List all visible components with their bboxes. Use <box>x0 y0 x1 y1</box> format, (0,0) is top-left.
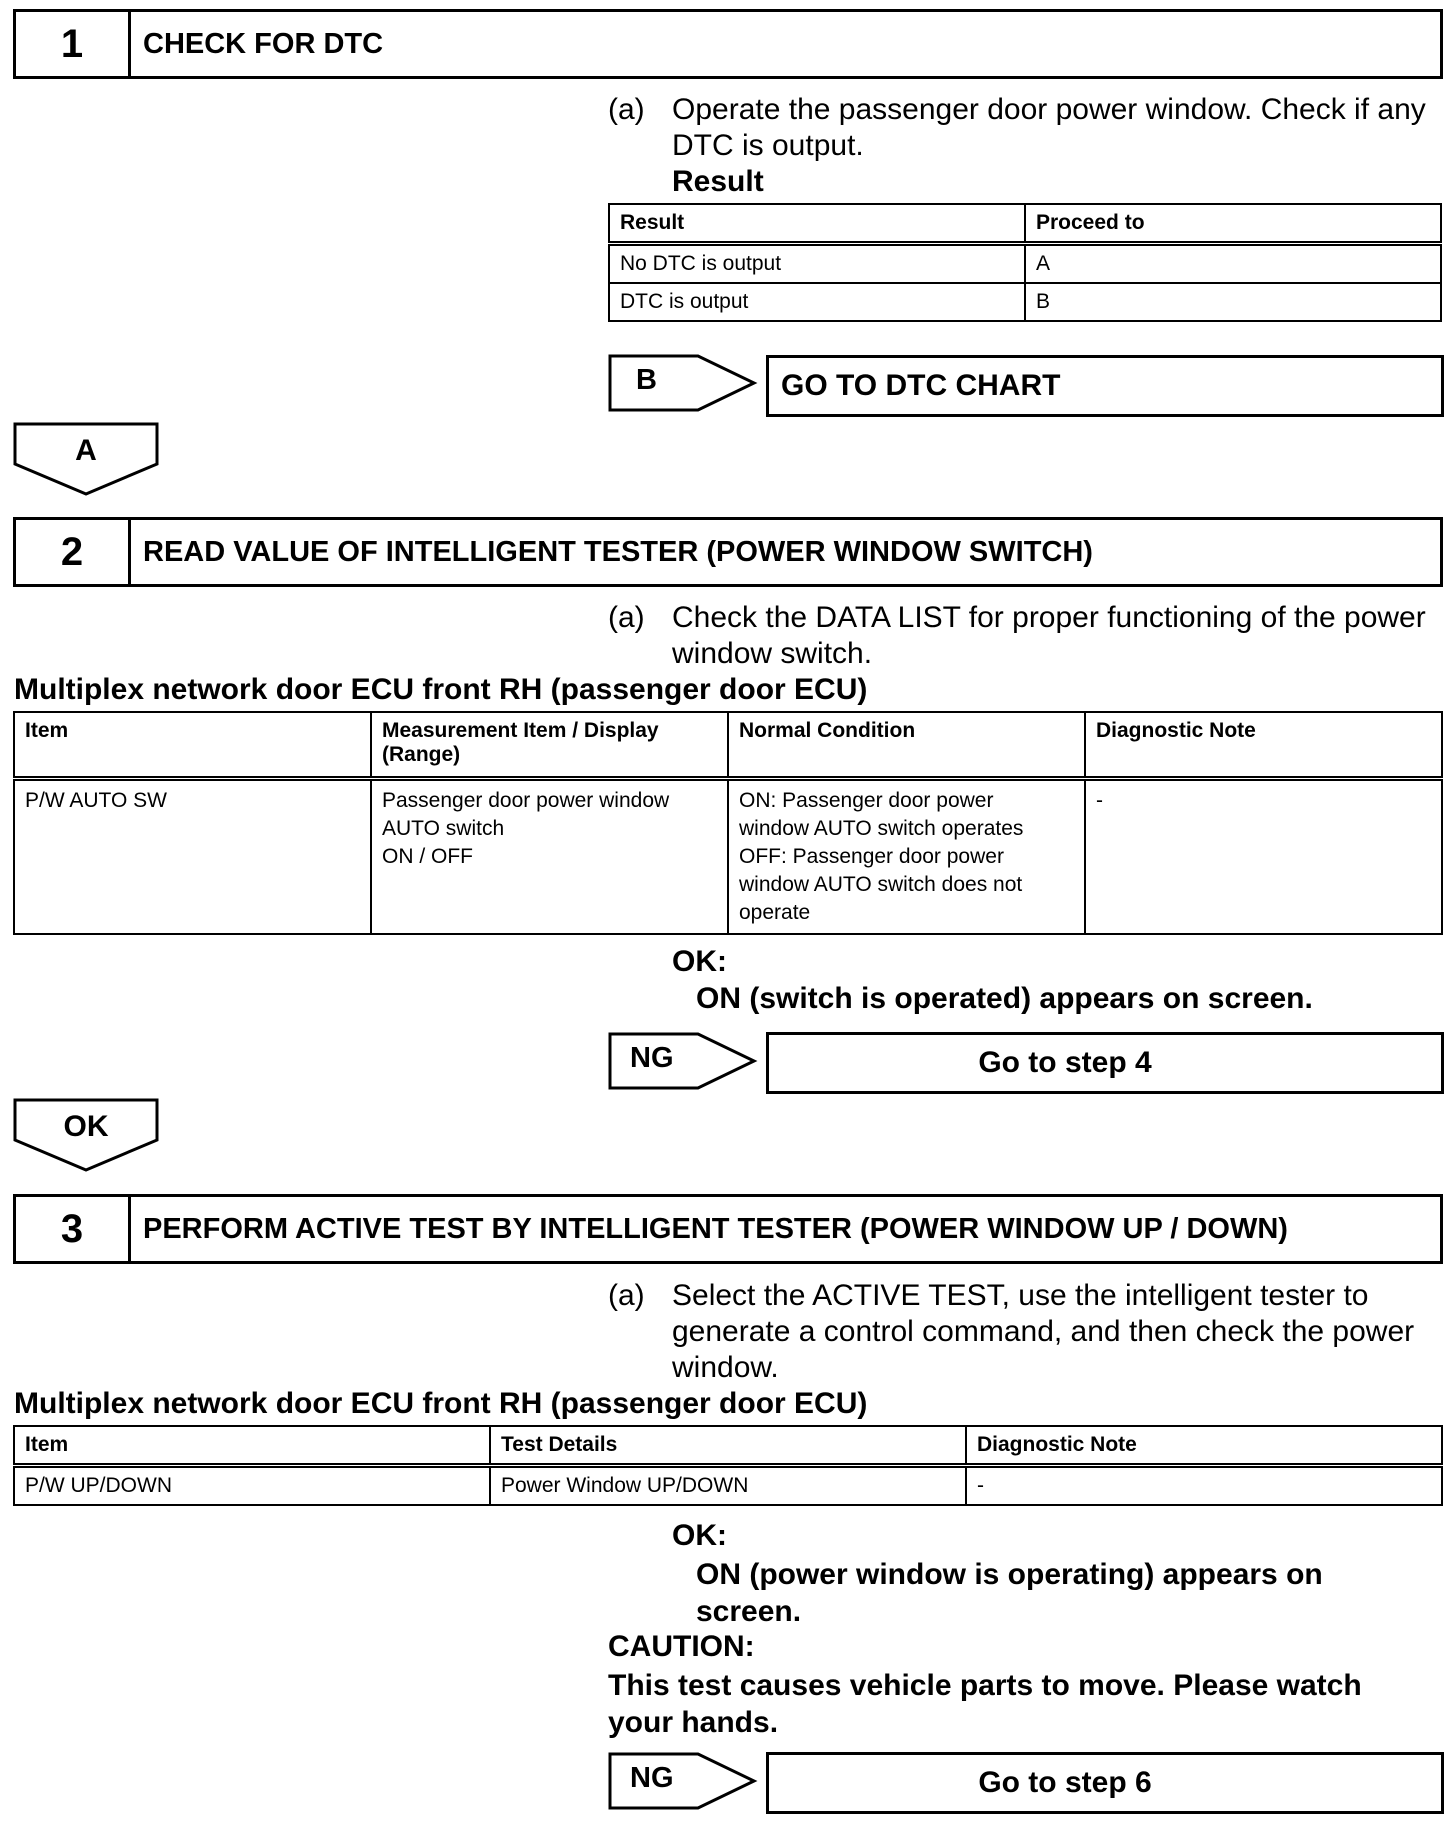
step-2-instruction <box>608 600 1448 672</box>
instruction-text: Check the DATA LIST for proper functioning of the power window switch. <box>672 601 1426 670</box>
column-header: Measurement Item / Display (Range) <box>371 712 728 778</box>
continue-tag-a <box>13 422 161 496</box>
table-cell: No DTC is output <box>609 244 1025 284</box>
table-row <box>609 244 1441 284</box>
instruction-label: (a) <box>608 601 645 634</box>
branch-tag-label: NG <box>630 1042 674 1074</box>
measurement-line: Passenger door power window <box>382 788 670 812</box>
caution-text: This test causes vehicle parts to move. Please watch your hands. <box>608 1669 1362 1739</box>
table-header-row <box>609 204 1441 244</box>
table-header-row <box>14 712 1442 778</box>
table-cell: DTC is output <box>609 283 1025 321</box>
data-list-table <box>13 711 1443 935</box>
condition-line: window AUTO switch does not <box>739 872 1023 896</box>
instruction-text: Select the ACTIVE TEST, use the intelligent tester to generate a control command, and then check the power window. <box>672 1279 1415 1384</box>
table-cell <box>728 778 1085 934</box>
table-cell: P/W UP/DOWN <box>14 1466 490 1506</box>
table-cell: A <box>1025 244 1441 284</box>
target-label: Go to step 4 <box>978 1046 1152 1079</box>
step-title: CHECK FOR DTC <box>143 27 384 60</box>
condition-line: window AUTO switch operates <box>739 816 1024 840</box>
active-test-table <box>13 1425 1443 1506</box>
branch-tag-label: NG <box>630 1762 674 1794</box>
condition-line: operate <box>739 900 811 924</box>
step-number: 3 <box>16 1197 131 1261</box>
branch-tag-ng <box>608 1752 758 1810</box>
column-header: Normal Condition <box>728 712 1085 778</box>
instruction-label: (a) <box>608 1279 645 1312</box>
result-heading: Result <box>672 165 764 198</box>
target-label: GO TO DTC CHART <box>781 369 1061 402</box>
column-header: Item <box>14 1426 490 1466</box>
measurement-line: ON / OFF <box>382 844 473 868</box>
ok-text: ON (switch is operated) appears on screen. <box>696 982 1313 1015</box>
ok-text: ON (power window is operating) appears on screen. <box>696 1558 1323 1628</box>
ok-label: OK: <box>672 1519 727 1552</box>
table-row <box>609 283 1441 321</box>
target-label: Go to step 6 <box>978 1766 1152 1799</box>
continue-tag-label: OK <box>63 1110 109 1143</box>
table-cell: P/W AUTO SW <box>14 778 371 934</box>
measurement-line: AUTO switch <box>382 816 505 840</box>
step-title: READ VALUE OF INTELLIGENT TESTER (POWER WINDOW SWITCH) <box>143 535 1093 568</box>
step-1-header <box>13 9 1443 79</box>
column-header: Result <box>609 204 1025 244</box>
branch-tag-b <box>608 354 758 412</box>
column-header: Item <box>14 712 371 778</box>
condition-line: OFF: Passenger door power <box>739 844 1004 868</box>
column-header: Diagnostic Note <box>966 1426 1442 1466</box>
continue-tag-label: A <box>75 434 97 467</box>
step-title: PERFORM ACTIVE TEST BY INTELLIGENT TESTER (POWER WINDOW UP / DOWN) <box>143 1212 1288 1245</box>
step-number: 1 <box>16 12 131 76</box>
step-number: 2 <box>16 520 131 584</box>
table-cell <box>371 778 728 934</box>
step-2-header <box>13 517 1443 587</box>
go-to-dtc-chart-link[interactable] <box>766 355 1444 417</box>
condition-line: ON: Passenger door power <box>739 788 994 812</box>
table-row <box>14 778 1442 934</box>
table-cell: Power Window UP/DOWN <box>490 1466 966 1506</box>
step-1-instruction <box>608 92 1448 164</box>
column-header: Diagnostic Note <box>1085 712 1442 778</box>
table-cell: - <box>1085 778 1442 934</box>
step-3-instruction <box>608 1278 1448 1386</box>
branch-tag-label: B <box>636 364 657 396</box>
table-row <box>14 1466 1442 1506</box>
table-cell: B <box>1025 283 1441 321</box>
go-to-step-6-link[interactable] <box>766 1752 1444 1814</box>
column-header: Proceed to <box>1025 204 1441 244</box>
table-caption: Multiplex network door ECU front RH (passenger door ECU) <box>14 1387 868 1420</box>
go-to-step-4-link[interactable] <box>766 1032 1444 1094</box>
step-3-header <box>13 1194 1443 1264</box>
continue-tag-ok <box>13 1098 161 1172</box>
instruction-label: (a) <box>608 93 645 126</box>
branch-tag-ng <box>608 1032 758 1090</box>
table-caption: Multiplex network door ECU front RH (passenger door ECU) <box>14 673 868 706</box>
result-table <box>608 203 1442 322</box>
instruction-text: Operate the passenger door power window. Check if any DTC is output. <box>672 93 1426 162</box>
ok-label: OK: <box>672 945 727 978</box>
caution-label: CAUTION: <box>608 1630 755 1663</box>
column-header: Test Details <box>490 1426 966 1466</box>
table-cell: - <box>966 1466 1442 1506</box>
arrow-tag-shape <box>608 354 758 412</box>
table-header-row <box>14 1426 1442 1466</box>
